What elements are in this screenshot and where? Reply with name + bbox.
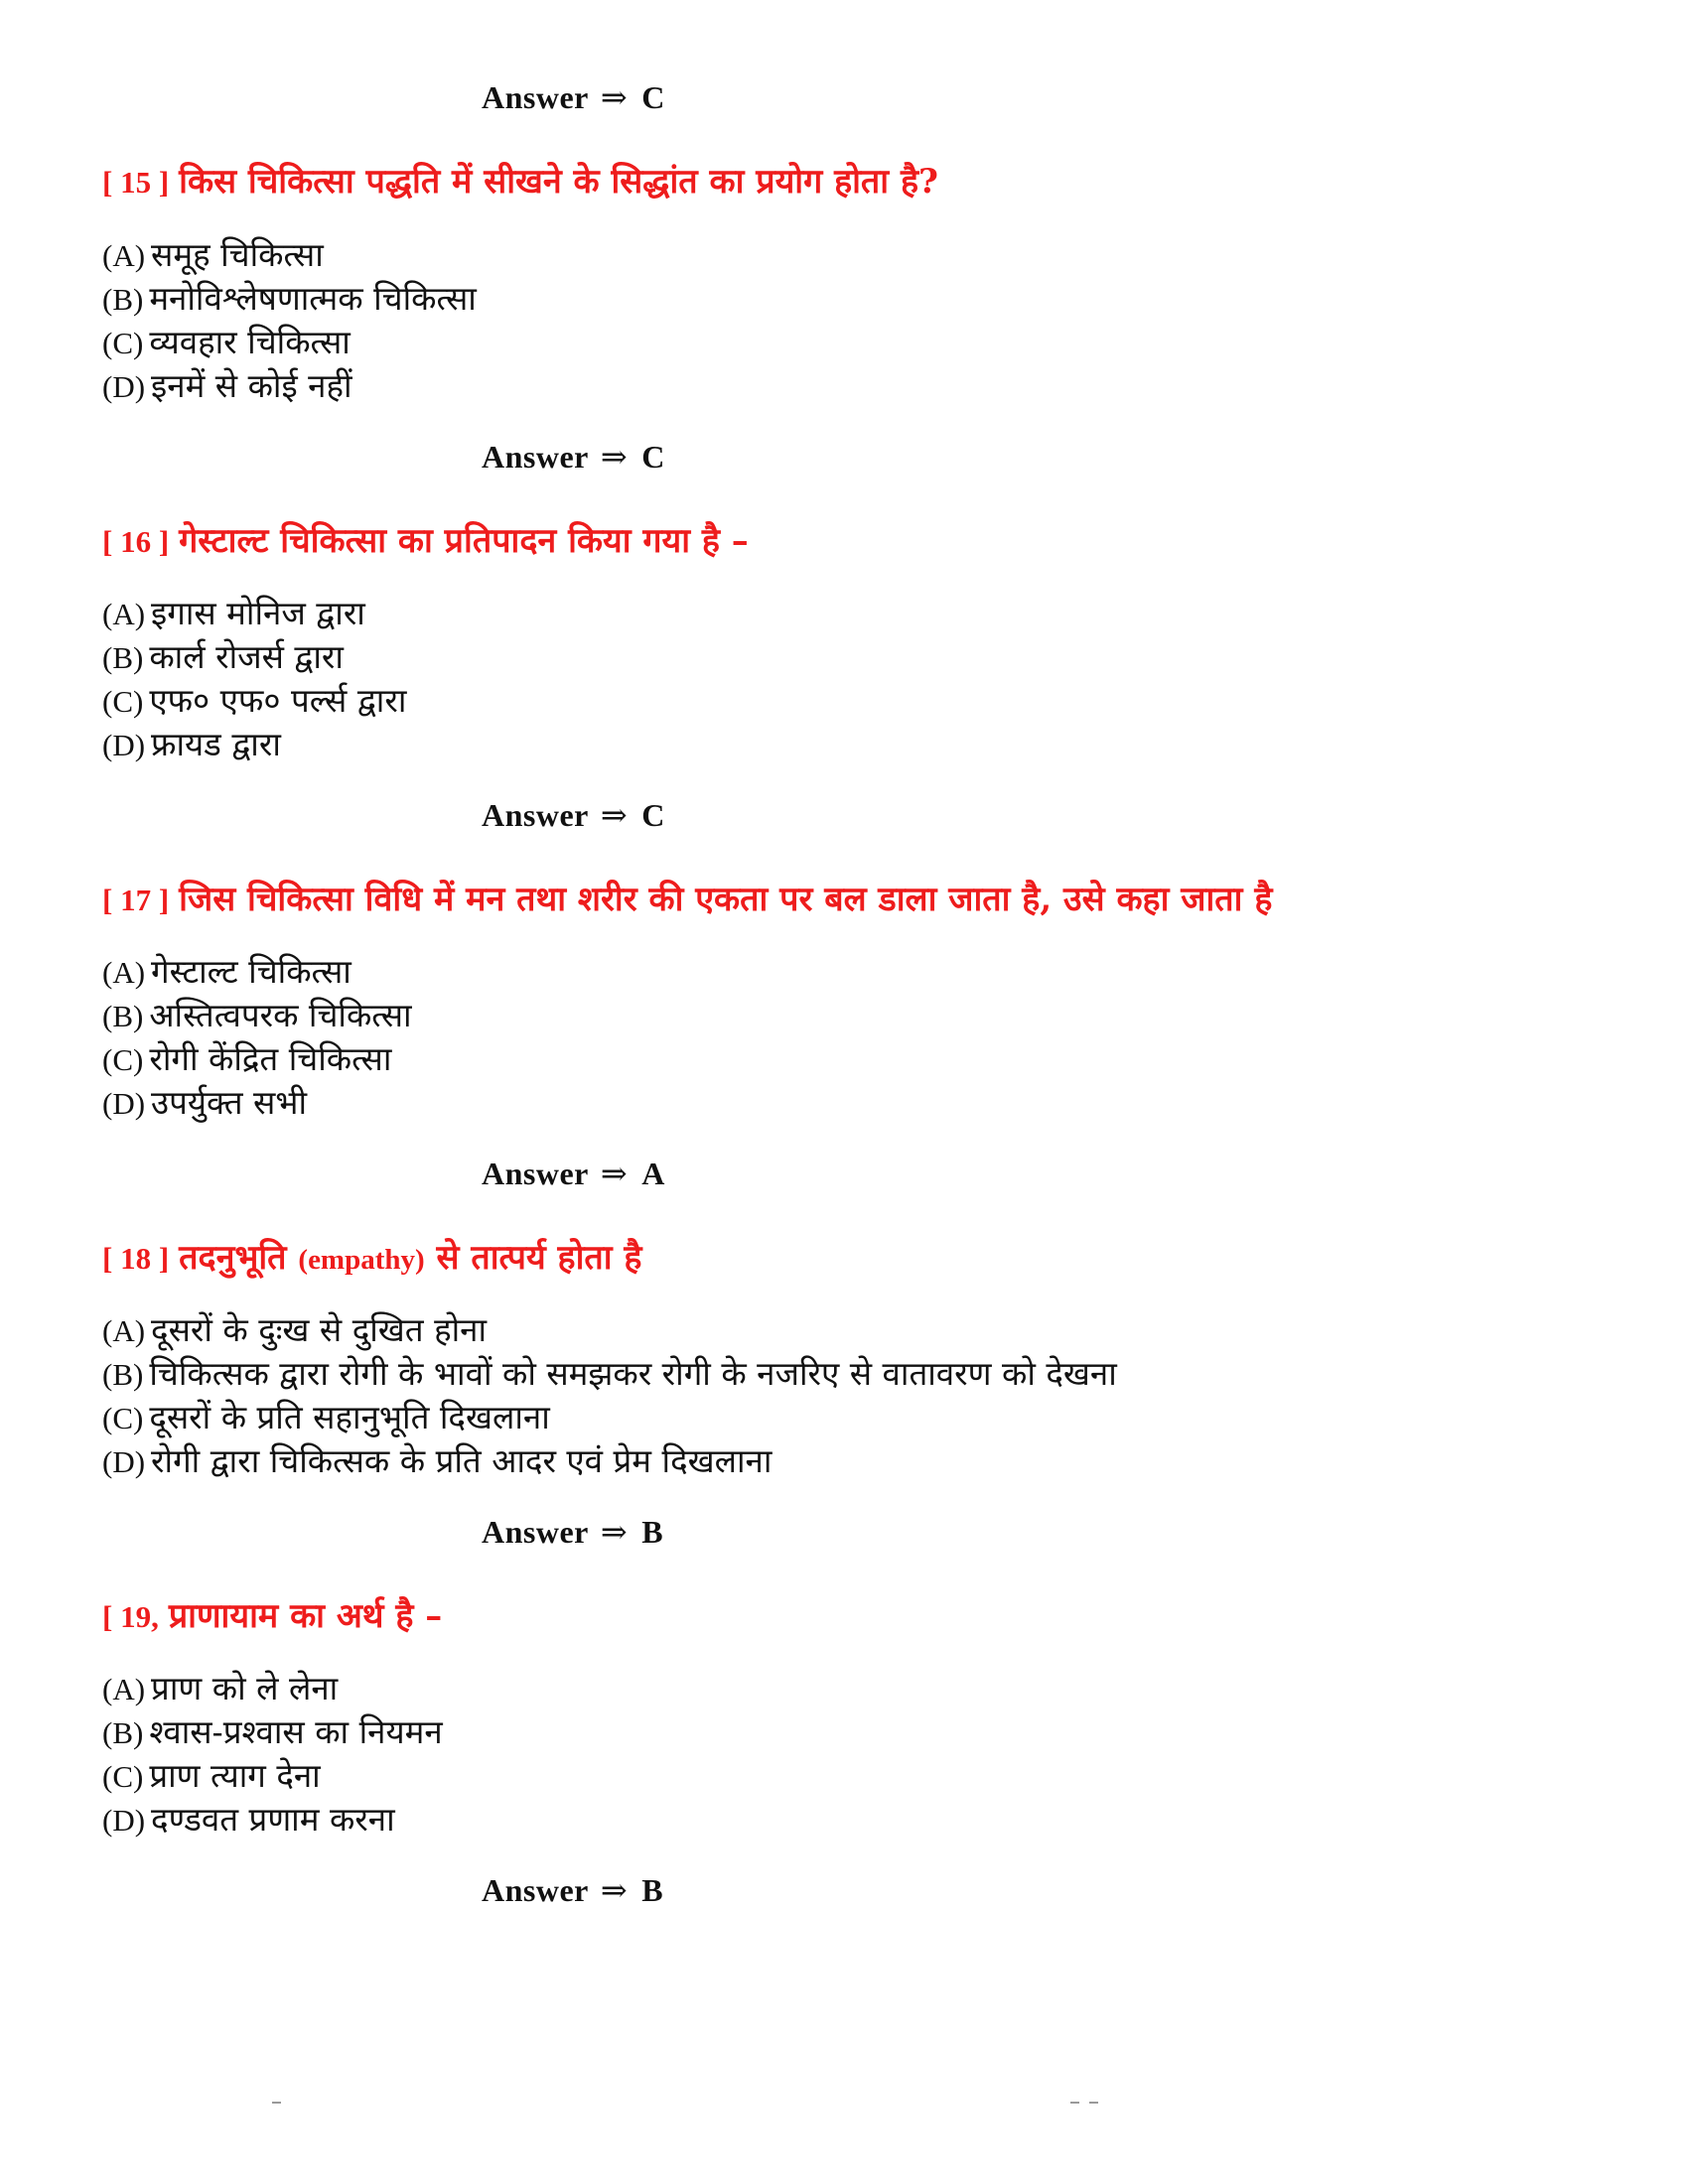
option-label: (A) — [102, 597, 146, 631]
option-list — [102, 233, 477, 408]
question-number: [ 19, — [102, 1599, 159, 1634]
question-heading — [102, 875, 1272, 920]
option-item — [102, 364, 477, 408]
option-text: दण्डवत प्रणाम करना — [151, 1800, 395, 1839]
option-list — [102, 592, 406, 766]
option-item — [102, 1352, 1117, 1396]
answer-line — [482, 796, 665, 834]
implies-arrow-icon: ⇒ — [600, 1514, 629, 1550]
question-number: [ 16 ] — [102, 524, 170, 559]
option-list — [102, 1308, 1117, 1483]
option-item — [102, 233, 477, 277]
question-text: प्राणायाम का अर्थ है – — [168, 1596, 443, 1636]
option-text: कार्ल रोजर्स द्वारा — [149, 637, 344, 676]
option-text: एफ० एफ० पर्ल्स द्वारा — [149, 681, 407, 720]
option-item — [102, 277, 477, 321]
question-number: [ 17 ] — [102, 883, 170, 917]
question-number: [ 18 ] — [102, 1241, 170, 1276]
option-label: (B) — [102, 1357, 144, 1392]
answer-label: Answer — [482, 1156, 589, 1191]
option-label: (D) — [102, 1803, 146, 1838]
question-text: गेस्टाल्ट चिकित्सा का प्रतिपादन किया गया है – — [179, 521, 749, 561]
option-text: उपर्युक्त सभी — [151, 1083, 308, 1122]
option-text: दूसरों के दुःख से दुखित होना — [151, 1310, 488, 1349]
question-number: [ 15 ] — [102, 165, 170, 200]
option-label: (D) — [102, 369, 146, 404]
option-label: (B) — [102, 1715, 144, 1750]
question-text: तदनुभूति — [179, 1238, 287, 1278]
option-label: (C) — [102, 684, 144, 719]
option-text: प्राण त्याग देना — [149, 1756, 321, 1795]
implies-arrow-icon: ⇒ — [600, 797, 629, 833]
option-text: चिकित्सक द्वारा रोगी के भावों को समझकर रोगी के नजरिए से वातावरण को देखना — [149, 1354, 1117, 1393]
option-text: समूह चिकित्सा — [151, 235, 324, 274]
option-item — [102, 1439, 1117, 1483]
option-label: (B) — [102, 640, 144, 675]
answer-value: B — [641, 1514, 664, 1550]
option-text: इनमें से कोई नहीं — [151, 366, 352, 405]
option-label: (C) — [102, 1759, 144, 1794]
option-text: व्यवहार चिकित्सा — [149, 323, 351, 361]
option-text: रोगी द्वारा चिकित्सक के प्रति आदर एवं प्रेम दिखलाना — [151, 1441, 773, 1480]
question-heading — [102, 516, 749, 562]
option-label: (C) — [102, 1042, 144, 1077]
question-text: जिस चिकित्सा विधि में मन तथा शरीर की एकता पर बल डाला जाता है, उसे कहा जाता है — [179, 880, 1273, 919]
option-item — [102, 321, 477, 364]
answer-label: Answer — [482, 1872, 589, 1908]
option-label: (D) — [102, 1444, 146, 1479]
option-label: (B) — [102, 282, 144, 317]
option-label: (B) — [102, 999, 144, 1033]
option-item — [102, 679, 406, 723]
option-text: प्राण को ले लेना — [151, 1669, 339, 1707]
option-text: दूसरों के प्रति सहानुभूति दिखलाना — [149, 1398, 550, 1436]
option-label: (C) — [102, 326, 144, 360]
option-item — [102, 635, 406, 679]
option-label: (D) — [102, 728, 146, 762]
option-item — [102, 1754, 443, 1798]
option-item — [102, 1081, 412, 1125]
answer-value: B — [641, 1872, 664, 1908]
option-text: श्वास-प्रश्वास का नियमन — [149, 1712, 443, 1751]
answer-value: C — [641, 797, 665, 833]
implies-arrow-icon: ⇒ — [600, 1872, 629, 1908]
answer-label: Answer — [482, 1514, 589, 1550]
answer-value: A — [641, 1156, 665, 1191]
answer-label: Answer — [482, 797, 589, 833]
answer-line — [482, 1513, 663, 1551]
option-text: अस्तित्वपरक चिकित्सा — [149, 996, 412, 1034]
option-item — [102, 950, 412, 994]
question-text: किस चिकित्सा पद्धति में सीखने के सिद्धांत का प्रयोग होता है? — [179, 162, 938, 202]
option-label: (A) — [102, 1672, 146, 1706]
option-label: (C) — [102, 1401, 144, 1435]
option-label: (A) — [102, 1313, 146, 1348]
question-term: (empathy) — [298, 1244, 425, 1276]
implies-arrow-icon: ⇒ — [600, 79, 629, 115]
question-heading — [102, 157, 938, 203]
implies-arrow-icon: ⇒ — [600, 439, 629, 475]
option-item — [102, 1798, 443, 1842]
answer-line — [482, 1155, 665, 1192]
option-list — [102, 1667, 443, 1842]
question-heading — [102, 1233, 642, 1279]
footer-mark — [1070, 2102, 1079, 2104]
option-label: (A) — [102, 238, 146, 273]
question-text-end: से तात्पर्य होता है — [436, 1238, 642, 1278]
option-text: इगास मोनिज द्वारा — [151, 594, 365, 632]
option-item — [102, 1396, 1117, 1439]
footer-mark — [1089, 2102, 1098, 2104]
answer-value: C — [641, 79, 665, 115]
option-item — [102, 592, 406, 635]
option-item — [102, 1037, 412, 1081]
option-item — [102, 1710, 443, 1754]
option-text: फ्रायड द्वारा — [151, 725, 281, 763]
footer-mark — [272, 2102, 281, 2104]
answer-value: C — [641, 439, 665, 475]
implies-arrow-icon: ⇒ — [600, 1156, 629, 1191]
option-text: मनोविश्लेषणात्मक चिकित्सा — [149, 279, 477, 318]
option-item — [102, 994, 412, 1037]
option-item — [102, 1667, 443, 1710]
option-label: (A) — [102, 955, 146, 990]
answer-line — [482, 1871, 663, 1909]
option-text: रोगी केंद्रित चिकित्सा — [149, 1039, 392, 1078]
option-item — [102, 723, 406, 766]
answer-line — [482, 78, 665, 116]
answer-label: Answer — [482, 439, 589, 475]
question-heading — [102, 1591, 442, 1637]
option-list — [102, 950, 412, 1125]
option-item — [102, 1308, 1117, 1352]
answer-label: Answer — [482, 79, 589, 115]
option-text: गेस्टाल्ट चिकित्सा — [151, 952, 352, 991]
option-label: (D) — [102, 1086, 146, 1121]
answer-line — [482, 438, 665, 476]
